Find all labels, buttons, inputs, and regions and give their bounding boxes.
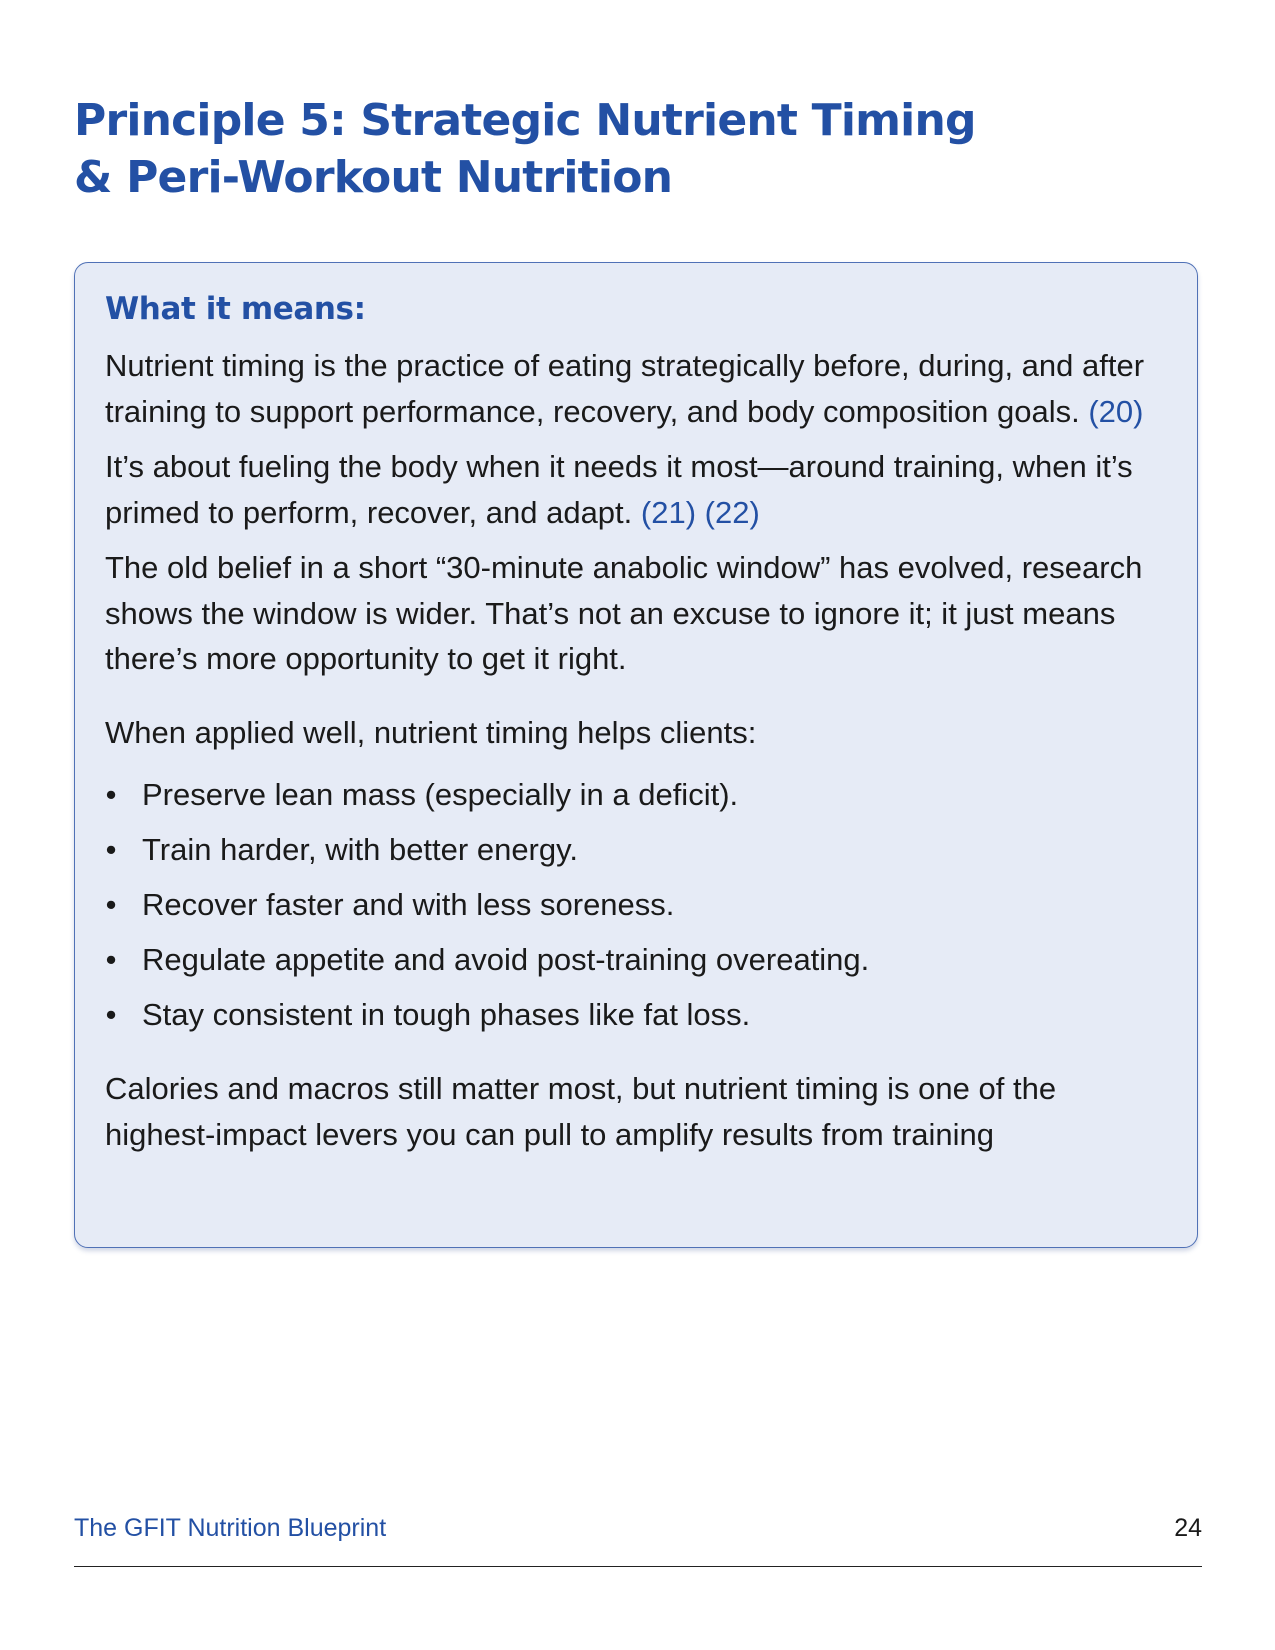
footer-divider [74,1566,1202,1567]
citation-21-22: (21) (22) [640,494,760,530]
bullet-icon: • [105,942,117,977]
fueling-paragraph [105,444,1167,535]
page-number: 24 [1174,1514,1202,1542]
callout-heading: What it means: [105,291,366,327]
list-item-text: Train harder, with better energy. [142,832,578,867]
citation-20: (20) [1088,393,1144,429]
bullet-icon: • [105,832,117,867]
bullet-icon: • [105,777,117,812]
list-item [105,767,1167,822]
fueling-text: It’s about fueling the body when it needs it most—around training, when it’s primed to perform, recover, and adapt. [105,449,1133,530]
list-item [105,877,1167,932]
definition-text: Nutrient timing is the practice of eating strategically before, during, and after training to support performance, recovery, and body composition goals. [105,348,1145,429]
definition-paragraph [105,343,1167,434]
closing-paragraph: Calories and macros still matter most, but nutrient timing is one of the highest-impact levers you can pull to amplify results from training [105,1071,1057,1152]
list-item [105,932,1167,987]
list-item [105,822,1167,877]
bullet-icon: • [105,997,117,1032]
anabolic-window-paragraph: The old belief in a short “30-minute anabolic window” has evolved, research shows the window is wider. That’s not an excuse to ignore it; it just means there’s more opportunity to get it right. [105,550,1143,676]
page-title [74,92,1074,206]
list-item-text: Recover faster and with less soreness. [142,887,675,922]
benefits-list [105,767,1167,1042]
page-title-line-2: & Peri-Workout Nutrition [74,152,673,203]
footer-document-title: The GFIT Nutrition Blueprint [74,1514,387,1542]
list-item-text: Preserve lean mass (especially in a deficit). [142,777,739,812]
list-intro: When applied well, nutrient timing helps clients: [105,714,757,750]
what-it-means-callout [74,262,1198,1248]
bullet-icon: • [105,887,117,922]
page-title-line-1: Principle 5: Strategic Nutrient Timing [74,95,976,146]
list-item-text: Regulate appetite and avoid post-training overeating. [142,942,870,977]
list-item [105,987,1167,1042]
list-item-text: Stay consistent in tough phases like fat loss. [142,997,751,1032]
